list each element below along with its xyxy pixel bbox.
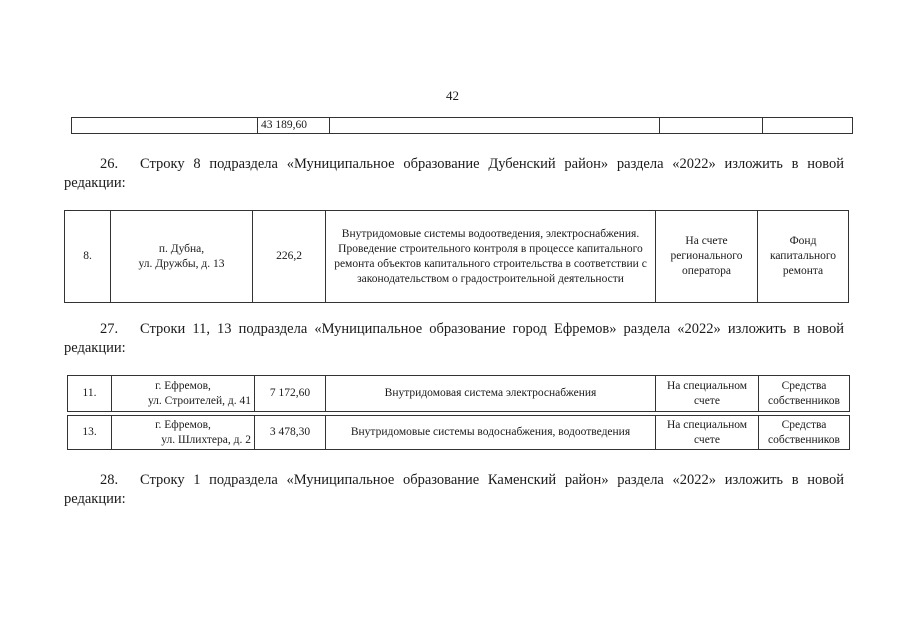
table-cell [72, 118, 258, 134]
address-cell [112, 416, 255, 450]
account-line: На специальном [666, 418, 748, 431]
works-cell: Внутридомовая система электроснабжения [326, 376, 656, 412]
table-dubna [64, 210, 849, 303]
account-line: На специальном [666, 379, 748, 392]
item-number: 28. [100, 472, 119, 488]
source-line: Средства [781, 379, 827, 392]
address-cell [112, 376, 255, 412]
account-cell [656, 211, 758, 303]
table-row [68, 376, 850, 412]
item-number: 26. [100, 156, 119, 172]
amount-cell: 3 478,30 [255, 416, 326, 450]
address-line: ул. Дружбы, д. 13 [138, 257, 225, 270]
account-cell [656, 376, 759, 412]
works-cell: Внутридомовые системы водоснабжения, водоотведения [326, 416, 656, 450]
source-line: Средства [781, 418, 827, 431]
table-efremov [67, 375, 850, 450]
table-row [68, 416, 850, 450]
row-number: 13. [68, 416, 112, 450]
page-number: 42 [446, 88, 459, 103]
table-cell [330, 118, 660, 134]
account-line: счете [694, 394, 720, 407]
address-line: ул. Шлихтера, д. 2 [161, 433, 251, 446]
table-cell [763, 118, 853, 134]
row-number: 8. [65, 211, 111, 303]
account-line: На счете [685, 235, 728, 247]
table-cell [660, 118, 763, 134]
row-number: 11. [68, 376, 112, 412]
item-text: Строку 1 подраздела «Муниципальное образование Каменский район» раздела «2022» изложить в новой редакции: [64, 472, 844, 507]
source-cell [759, 376, 850, 412]
account-line: регионального [670, 250, 743, 262]
amount-cell: 43 189,60 [258, 118, 330, 134]
table-row [72, 118, 853, 134]
amount-cell: 226,2 [253, 211, 326, 303]
previous-table-tail [71, 117, 853, 134]
paragraph-27 [64, 320, 844, 358]
source-line: ремонта [782, 265, 824, 277]
source-cell [758, 211, 849, 303]
source-line: собственников [768, 394, 840, 407]
account-cell [656, 416, 759, 450]
source-cell [759, 416, 850, 450]
item-number: 27. [100, 321, 119, 337]
paragraph-26 [64, 155, 844, 193]
address-line: г. Ефремов, [155, 418, 211, 431]
address-line: ул. Строителей, д. 41 [147, 394, 251, 407]
address-line: п. Дубна, [158, 242, 205, 255]
account-line: оператора [681, 265, 732, 277]
source-line: Фонд [789, 235, 817, 247]
amount-cell: 7 172,60 [255, 376, 326, 412]
table-row [65, 211, 849, 303]
paragraph-28 [64, 471, 844, 509]
item-text: Строку 8 подраздела «Муниципальное образование Дубенский район» раздела «2022» изложить в новой редакции: [64, 156, 844, 191]
source-line: собственников [768, 433, 840, 446]
address-line: г. Ефремов, [155, 379, 211, 392]
address-cell [111, 211, 253, 303]
works-cell: Внутридомовые системы водоотведения, электроснабжения. Проведение строительного контроля в процессе капитального ремонта объектов капитального строительства в соответствии с законодательством о градостроительной деятельности [326, 211, 656, 303]
account-line: счете [694, 433, 720, 446]
item-text: Строки 11, 13 подраздела «Муниципальное образование город Ефремов» раздела «2022» изложить в новой редакции: [64, 321, 844, 356]
source-line: капитального [769, 250, 837, 262]
